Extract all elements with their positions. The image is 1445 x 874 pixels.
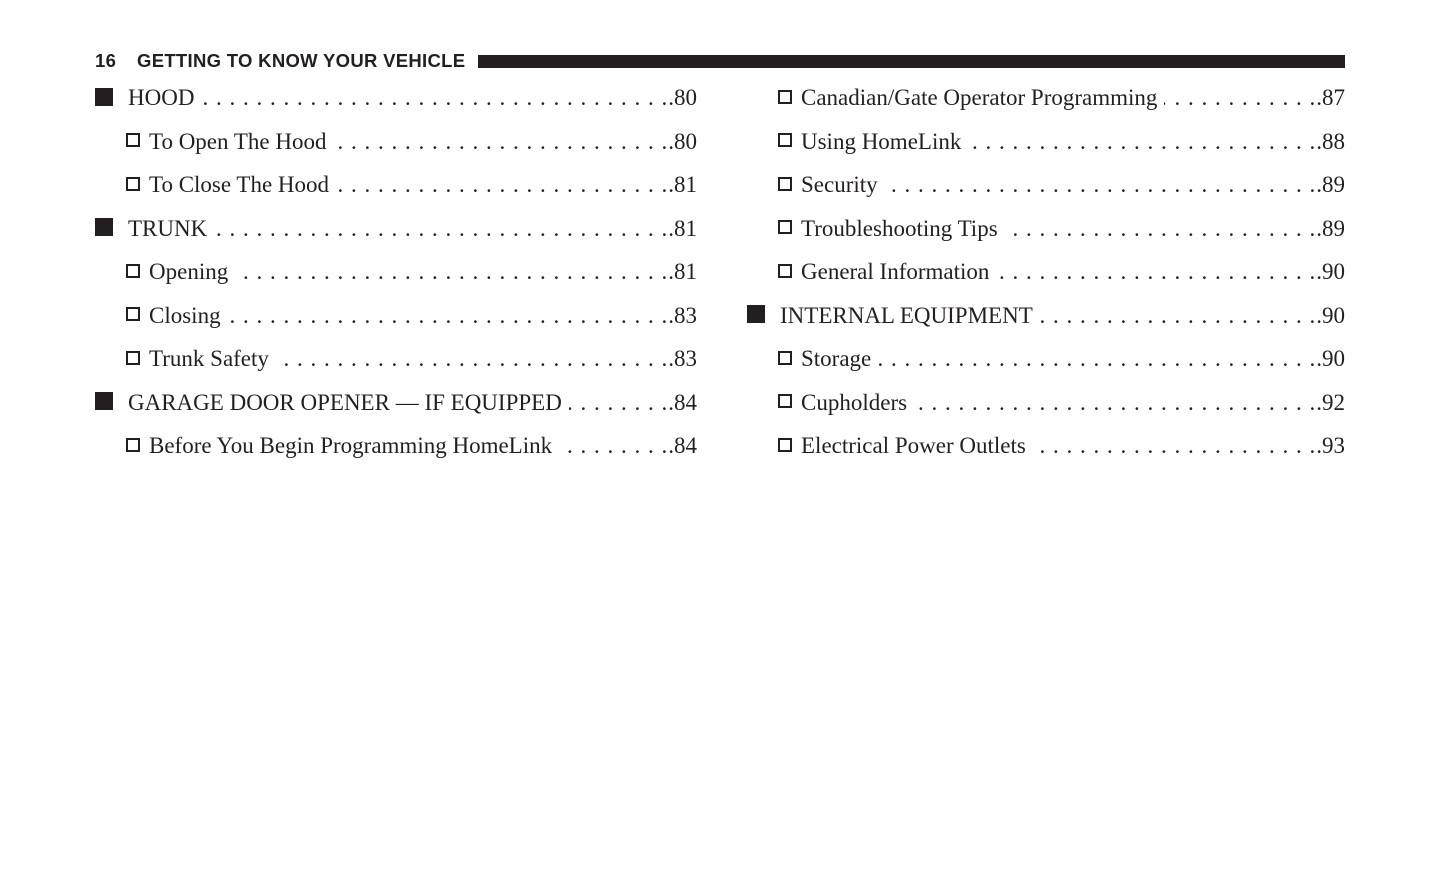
dot-leader (885, 163, 1317, 207)
chapter-title: GETTING TO KNOW YOUR VEHICLE (137, 50, 466, 71)
toc-entry-page: . 87 (1316, 76, 1345, 120)
toc-entry-page: . 89 (1316, 207, 1345, 251)
dot-leader (996, 250, 1316, 294)
toc-entry-page: . 83 (668, 294, 697, 338)
toc-entry (747, 250, 1345, 294)
toc-entry-page: . 84 (668, 424, 697, 468)
toc-entry-page: . 81 (668, 250, 697, 294)
dot-leader (276, 337, 668, 381)
toc-entry-page: . 93 (1316, 424, 1345, 468)
header-rule-bar (478, 55, 1345, 68)
toc-column-left (95, 76, 697, 468)
open-square-bullet-icon (778, 438, 792, 452)
toc-entry (747, 163, 1345, 207)
toc-entry-label: Opening (149, 259, 229, 284)
toc-entry-page: . 81 (668, 207, 697, 251)
toc-entry (95, 337, 697, 381)
open-square-bullet-icon (126, 133, 140, 147)
dot-leader (1040, 294, 1316, 338)
toc-entry-label: Closing (149, 302, 221, 328)
open-square-bullet-icon (126, 177, 140, 191)
toc-entry-label: General Information (801, 259, 990, 284)
dot-leader (228, 294, 669, 338)
dot-leader (878, 337, 1316, 381)
toc-entry (747, 207, 1345, 251)
open-square-bullet-icon (126, 264, 140, 278)
dot-leader (569, 381, 668, 425)
open-square-bullet-icon (778, 133, 792, 147)
toc-entry (747, 294, 1345, 338)
toc-entry-label: Storage (801, 346, 872, 371)
dot-leader (968, 120, 1316, 164)
toc-entry-label: Cupholders (801, 389, 908, 415)
open-square-bullet-icon (778, 220, 792, 234)
open-square-bullet-icon (778, 90, 792, 104)
page-number: 16 (95, 50, 117, 71)
toc-entry (95, 294, 697, 338)
toc-entry-label: Using HomeLink (801, 128, 962, 154)
toc-entry (95, 250, 697, 294)
toc-entry-page: . 89 (1316, 163, 1345, 207)
toc-entry-page: . 90 (1316, 250, 1345, 294)
toc-entry (95, 76, 697, 120)
dot-leader (336, 163, 668, 207)
open-square-bullet-icon (126, 307, 140, 321)
toc-entry (747, 120, 1345, 164)
toc-entry-page: . 88 (1316, 120, 1345, 164)
toc-entry-label: To Open The Hood (149, 128, 327, 154)
toc-entry-label: Security (801, 172, 878, 197)
toc-entry (95, 381, 697, 425)
toc-entry-page: . 92 (1316, 381, 1345, 425)
toc-entry-label: HOOD (128, 85, 195, 110)
open-square-bullet-icon (778, 264, 792, 278)
toc-entry-page: . 83 (668, 337, 697, 381)
toc-entry-page: . 84 (668, 381, 697, 425)
toc-entry (95, 207, 697, 251)
filled-square-bullet-icon (95, 392, 113, 410)
dot-leader (214, 207, 668, 251)
dot-leader (1033, 424, 1316, 468)
open-square-bullet-icon (778, 351, 792, 365)
open-square-bullet-icon (778, 394, 792, 408)
toc-entry-page: . 81 (668, 163, 697, 207)
toc-entry-label: Troubleshooting Tips (801, 215, 998, 241)
toc-entry-label: To Close The Hood (149, 172, 330, 197)
toc-entry-label: TRUNK (128, 215, 208, 241)
dot-leader (1005, 207, 1317, 251)
filled-square-bullet-icon (747, 305, 765, 323)
toc-entry-label: GARAGE DOOR OPENER — IF EQUIPPED (128, 389, 562, 415)
dot-leader (1164, 76, 1316, 120)
toc-entry (747, 424, 1345, 468)
filled-square-bullet-icon (95, 88, 113, 106)
toc-entry (95, 163, 697, 207)
toc-entry-label: Canadian/Gate Operator Programming (801, 85, 1158, 110)
toc-entry-page: . 90 (1316, 294, 1345, 338)
dot-leader (333, 120, 668, 164)
toc-entry-page: . 80 (668, 76, 697, 120)
open-square-bullet-icon (778, 177, 792, 191)
dot-leader (235, 250, 668, 294)
toc-entry (95, 120, 697, 164)
open-square-bullet-icon (126, 438, 140, 452)
toc-entry (747, 381, 1345, 425)
toc-entry-label: INTERNAL EQUIPMENT (780, 302, 1033, 328)
toc-entry-label: Electrical Power Outlets (801, 433, 1026, 458)
running-header (95, 48, 1345, 74)
toc-column-right (747, 76, 1345, 468)
toc-entry-page: . 80 (668, 120, 697, 164)
dot-leader (559, 424, 668, 468)
dot-leader (914, 381, 1316, 425)
filled-square-bullet-icon (95, 218, 113, 236)
toc-entry-page: . 90 (1316, 337, 1345, 381)
dot-leader (201, 76, 668, 120)
toc-entry-label: Before You Begin Programming HomeLink (149, 433, 553, 458)
toc-entry (95, 424, 697, 468)
toc-entry (747, 337, 1345, 381)
open-square-bullet-icon (126, 351, 140, 365)
toc-entry (747, 76, 1345, 120)
toc-entry-label: Trunk Safety (149, 346, 269, 371)
